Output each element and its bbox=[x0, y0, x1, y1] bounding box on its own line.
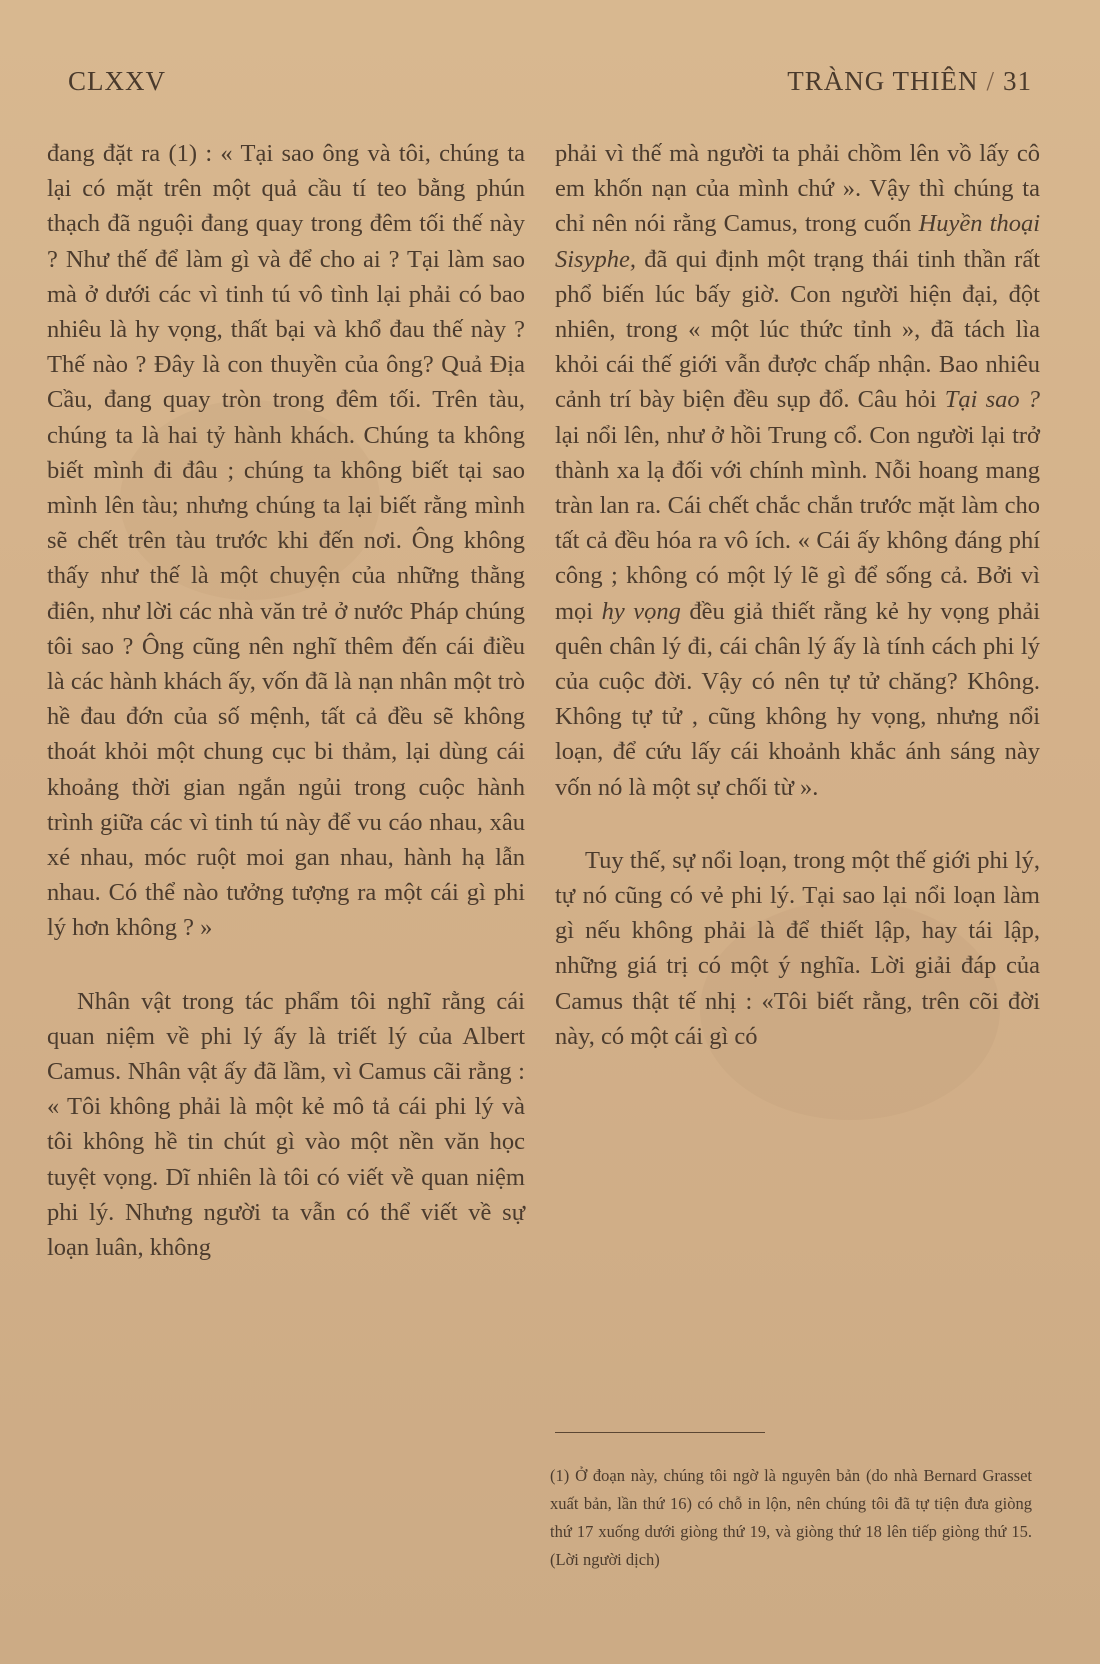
paragraph-gap bbox=[555, 805, 1040, 843]
right-paragraph-2: Tuy thế, sự nổi loạn, trong một thế giới phi lý, tự nó cũng có vẻ phi lý. Tại sao lại nổi loạn làm gì nếu không phải là để thiết lập, hay tái lập, những giá trị có một ý nghĩa. Lời giải đáp của Camus thật tế nhị : «Tôi biết rằng, trên cõi đời này, có một cái gì có bbox=[555, 846, 1040, 1050]
right-p1-text-a: phải vì thế mà người ta phải chồm lên vồ lấy cô em khốn nạn của mình chứ ». Vậy thì chúng ta chỉ nên nói rằng Camus, trong cuốn bbox=[555, 140, 1040, 238]
header-right bbox=[787, 66, 1032, 97]
chapter-number: CLXXV bbox=[68, 66, 166, 96]
footnote: (1) Ở đoạn này, chúng tôi ngờ là nguyên bản (do nhà Bernard Grasset xuất bản, lần thứ 16) có chỗ in lộn, nên chúng tôi đã tự tiện đưa giòng thứ 17 xuống dưới giòng thứ 19, và giòng thứ 18 lên tiếp giòng thứ 15. (Lời người dịch) bbox=[550, 1466, 1032, 1569]
right-p1-text-d: đều giả thiết rằng kẻ hy vọng phải quên chân lý đi, cái chân lý ấy là tính cách phi lý của cuộc đời. Vậy có nên tự tử chăng? Không. Không tự tử , cũng không hy vọng, nhưng nổi loạn, để cứu lấy cái khoảnh khắc ánh sáng này vốn nó là một sự chối từ ». bbox=[555, 597, 1041, 801]
book-title-italic: Huyền thoại Sisyphe, bbox=[555, 210, 1041, 273]
header-separator: / bbox=[986, 66, 995, 96]
left-paragraph-2: Nhân vật trong tác phẩm tôi nghĩ rằng cái quan niệm về phi lý ấy là triết lý của Albert Camus. Nhân vật ấy đã lầm, vì Camus cãi rằng : « Tôi không phải là một kẻ mô tả cái phi lý và tôi không hề tin chút gì vào một nền văn học tuyệt vọng. Dĩ nhiên là tôi có viết về quan niệm phi lý. Nhưng người ta vẫn có thể viết về sự loạn luân, không bbox=[47, 987, 525, 1262]
left-paragraph-1: đang đặt ra (1) : « Tại sao ông và tôi, chúng ta lại có mặt trên một quả cầu tí teo bằng phún thạch đã nguội đang quay trong đêm tối thế này ? Như thế để làm gì và để cho ai ? Tại làm sao mà ở dưới các vì tinh tú vô tình lại phải có bao nhiêu là hy vọng, thất bại và khổ đau thế này ? Thế nào ? Đây là con thuyền của ông? Quả Địa Cầu, đang quay tròn trong đêm tối. Trên tàu, chúng ta là hai tỷ hành khách. Chúng ta không biết mình đi đâu ; chúng ta không biết tại sao mình lên tàu; nhưng chúng ta lại biết rằng mình sẽ chết trên tàu trước khi đến nơi. Ông không thấy như thế là một chuyện của những thằng điên, như lời các nhà văn trẻ ở nước Pháp chúng tôi sao ? Ông cũng nên nghĩ thêm đến cái điều là các hành khách ấy, vốn đã là nạn nhân một trò hề đau đớn của số mệnh, tất cả đều sẽ không thoát khỏi một chung cục bi thảm, lại dùng cái khoảng thời gian ngắn ngủi trong cuộc hành trình giữa các vì tinh tú này để vu cáo nhau, xâu xé nhau, móc ruột moi gan nhau, hành hạ lẫn nhau. Có thể nào tưởng tượng ra một cái gì phi lý hơn không ? » bbox=[47, 140, 525, 942]
right-p1-text-b: đã qui định một trạng thái tinh thần rất phổ biến lúc bấy giờ. Con người hiện đại, đột nhiên, trong « một lúc thức tỉnh », đã tách lìa khỏi cái thế giới vẫn được chấp nhận. Bao nhiêu cảnh trí bày biện đều sụp đổ. Câu hỏi bbox=[555, 245, 1040, 414]
hope-italic: hy vọng bbox=[601, 597, 681, 625]
left-column bbox=[47, 136, 525, 1265]
right-p1-text-c: lại nổi lên, như ở hồi Trung cổ. Con người lại trở thành xa lạ đối với chính mình. Nỗi hoang mang tràn lan ra. Cái chết chắc chắn trước mặt làm cho tất cả đều hóa ra vô ích. « Cái ấy không đáng phí công ; không có một lý lẽ gì để sống cả. Bởi vì mọi bbox=[555, 421, 1040, 625]
footnote-rule bbox=[555, 1432, 765, 1433]
right-column bbox=[555, 136, 1040, 1054]
right-paragraph-1 bbox=[555, 136, 1040, 805]
running-header bbox=[60, 66, 1040, 106]
page-number: 31 bbox=[1003, 66, 1032, 96]
paragraph-gap bbox=[47, 946, 525, 984]
journal-title: TRÀNG THIÊN bbox=[787, 66, 979, 96]
question-italic: Tại sao ? bbox=[944, 386, 1040, 414]
